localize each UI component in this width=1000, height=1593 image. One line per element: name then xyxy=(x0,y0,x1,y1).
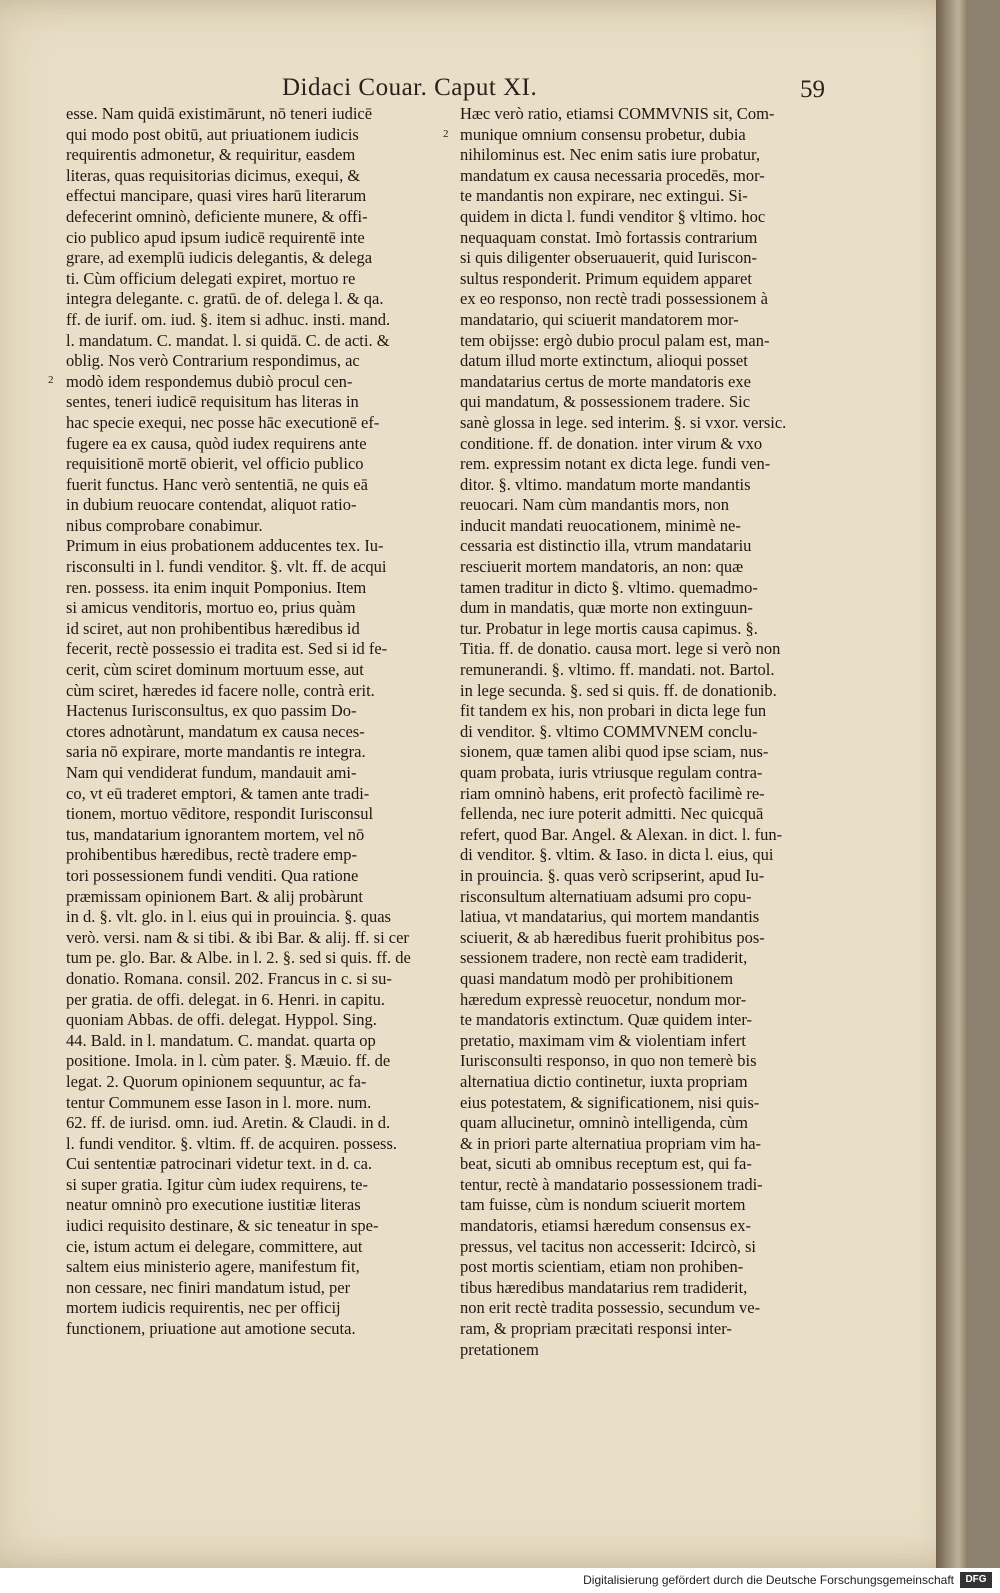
text-line: requirentis admonetur, & requiritur, easdem xyxy=(66,145,356,165)
text-line: defecerint omninò, deficiente munere, & offi- xyxy=(66,206,368,226)
text-line: tem obijsse: ergò dubio procul palam est, man- xyxy=(460,330,770,350)
text-line: saria nō expirare, morte mandantis re integra. xyxy=(66,742,366,762)
text-line: Titia. ff. de donatio. causa mort. lege si verò non xyxy=(460,639,781,659)
text-line: grare, ad exemplū iudicis delegantis, & delega xyxy=(66,248,373,268)
text-line: quasi mandatum modò per prohibitionem xyxy=(460,968,734,988)
text-line: co, vt eū traderet emptori, & tamen ante tradi- xyxy=(66,783,370,803)
text-line: oblig. Nos verò Contrarium respondimus, ac xyxy=(66,351,360,371)
text-line: positione. Imola. in l. cùm pater. §. Mæuio. ff. de xyxy=(66,1051,391,1071)
text-line: neatur omninò pro executione iustitiæ literas xyxy=(66,1195,361,1215)
text-line: tentur, rectè à mandatario possessionem tradi- xyxy=(460,1174,763,1194)
text-line: resciuerit mortem mandatoris, an non: quæ xyxy=(460,557,744,577)
text-line: quam probata, iuris vtriusque regulam contra- xyxy=(460,763,763,782)
text-line: latiua, vt mandatarius, qui mortem mandantis xyxy=(460,907,760,927)
text-line: qui mandatum, & possessionem tradere. Sic xyxy=(460,392,751,412)
text-line: quam allucinetur, omninò intelligenda, cùm xyxy=(460,1113,749,1133)
text-line: fuerit functus. Hanc verò sententiā, ne quis eā xyxy=(66,474,368,494)
text-line: cie, istum actum ei delegare, committere, aut xyxy=(66,1236,363,1256)
text-line: fecerit, rectè possessio ei tradita est. Sed si id fe- xyxy=(66,639,388,659)
right-column xyxy=(460,104,826,1360)
text-line: ram, & propriam præcitati responsi inter- xyxy=(460,1319,732,1339)
text-line: sentes, teneri iudicē requisitum has literas in xyxy=(66,392,359,412)
margin-note-left: 2 xyxy=(48,374,54,386)
text-line: di venditor. §. vltim. & Iaso. in dicta l. eius, qui xyxy=(460,845,774,865)
text-line: donatio. Romana. consil. 202. Francus in c. si su- xyxy=(66,968,392,988)
margin-note-right: 2 xyxy=(443,128,449,140)
text-line: remunerandi. §. vltimo. ff. mandati. not. Bartol. xyxy=(460,660,775,680)
text-line: in lege secunda. §. sed si quis. ff. de donationib. xyxy=(460,680,777,700)
text-line: sciuerit, & ab hæredibus fuerit prohibitus pos- xyxy=(460,927,765,947)
text-line: l. fundi venditor. §. vltim. ff. de acquiren. possess. xyxy=(66,1133,398,1153)
text-line: Hæc verò ratio, etiamsi COMMVNIS sit, Com- xyxy=(460,104,775,123)
text-line: non erit rectè tradita possessio, secundum ve- xyxy=(460,1298,761,1318)
text-line: legat. 2. Quorum opinionem sequuntur, ac fa- xyxy=(66,1071,367,1091)
text-line: tori possessionem fundi venditi. Qua ratione xyxy=(66,865,359,885)
footer-credit: Digitalisierung gefördert durch die Deutsche Forschungsgemeinschaft xyxy=(583,1573,954,1587)
dfg-logo: DFG xyxy=(960,1572,992,1588)
text-line: di venditor. §. vltimo COMMVNEM conclu- xyxy=(460,721,758,741)
text-line: id sciret, aut non prohibentibus hæredibus id xyxy=(66,618,360,638)
text-line: nihilominus est. Nec enim satis iure probatur, xyxy=(460,145,760,165)
text-line: nibus comprobare conabimur. xyxy=(66,515,263,535)
text-line: ti. Cùm officium delegati expiret, mortuo re xyxy=(66,268,356,288)
text-line: mortem iudicis requirentis, nec per officij xyxy=(66,1298,341,1318)
text-line: tamen traditur in dicto §. vltimo. quemadmo- xyxy=(460,577,758,597)
text-line: hæredum expressè reuocetur, nondum mor- xyxy=(460,989,747,1009)
text-line: si quis diligenter obseruauerit, quid Iuriscon- xyxy=(460,248,757,268)
running-title: Didaci Couar. Caput XI. xyxy=(282,74,538,101)
text-line: fit tandem ex his, non probari in dicta lege fun xyxy=(460,701,767,721)
text-line: mandatario, qui sciuerit mandatorem mor- xyxy=(460,309,739,329)
text-line: in d. §. vlt. glo. in l. eius qui in prouincia. §. quas xyxy=(66,907,391,927)
text-line: ditor. §. vltimo. mandatum morte mandantis xyxy=(460,474,751,494)
text-line: tentur Communem esse Iason in l. more. num. xyxy=(66,1092,372,1112)
text-line: conditione. ff. de donation. inter virum & vxo xyxy=(460,433,763,453)
text-line: munique omnium consensu probetur, dubia xyxy=(460,124,746,144)
page-number: 59 xyxy=(800,76,825,103)
text-line: mandatum ex causa necessaria procedēs, mor- xyxy=(460,165,765,185)
text-line: effectui mancipare, quasi vires harū literarum xyxy=(66,186,367,206)
text-line: ff. de iurif. om. iud. §. item si adhuc. insti. mand. xyxy=(66,309,391,329)
text-line: fellenda, nec iure poterit admitti. Nec quicquā xyxy=(460,804,764,824)
text-line: Nam qui vendiderat fundum, mandauit ami- xyxy=(66,763,357,782)
text-line: 62. ff. de iurisd. omn. iud. Aretin. & Claudi. in d. xyxy=(66,1113,391,1133)
text-line: tibus hæredibus mandatarius rem tradiderit, xyxy=(460,1277,748,1297)
text-line: alternatiua dictio continetur, iuxta propriam xyxy=(460,1071,748,1091)
text-line: & in priori parte alternatiua propriam vim ha- xyxy=(460,1133,762,1153)
text-line: pressus, vel tacitus non accesserit: Idcircò, si xyxy=(460,1236,756,1256)
text-line: pretationem xyxy=(460,1339,539,1359)
text-line: beat, sicuti ab omnibus receptum est, qui fa- xyxy=(460,1154,752,1174)
text-line: requisitionē mortē obierit, vel officio publico xyxy=(66,454,364,474)
text-line: hac specie exequi, nec posse hāc executionē ef- xyxy=(66,412,380,432)
text-line: fugere ea ex causa, quòd iudex requirens ante xyxy=(66,433,367,453)
text-line: non cessare, nec finiri mandatum istud, per xyxy=(66,1277,351,1297)
text-line: eius potestatem, & significationem, nisi quis- xyxy=(460,1092,760,1112)
left-column xyxy=(66,104,434,1340)
text-line: integra delegante. c. gratū. de of. delega l. & qa. xyxy=(66,289,384,309)
footer-bar xyxy=(0,1568,1000,1593)
text-line: Hactenus Iurisconsultus, ex quo passim Do- xyxy=(66,701,357,721)
text-line: rem. expressim notant ex dicta lege. fundi ven- xyxy=(460,454,771,474)
text-line: risconsultum alternatiuam adsumi pro copu- xyxy=(460,886,752,906)
text-line: 44. Bald. in l. mandatum. C. mandat. quarta op xyxy=(66,1030,376,1050)
text-line: modò idem respondemus dubiò procul cen- xyxy=(66,371,353,391)
text-line: in prouincia. §. quas verò scripserint, apud Iu- xyxy=(460,865,765,885)
text-line: functionem, priuatione aut amotione secuta. xyxy=(66,1319,356,1339)
text-line: ren. possess. ita enim inquit Pomponius. Item xyxy=(66,577,367,597)
text-line: ex eo responso, non rectè tradi possessionem à xyxy=(460,289,768,309)
text-line: iudici requisito destinare, & sic teneatur in spe- xyxy=(66,1216,379,1236)
text-line: l. mandatum. C. mandat. l. si quidā. C. de acti. & xyxy=(66,330,390,350)
text-line: verò. versi. nam & si tibi. & ibi Bar. & alij. ff. si cer xyxy=(66,927,409,947)
text-line: post mortis scientiam, etiam non prohiben- xyxy=(460,1257,744,1277)
text-line: nequaquam constat. Imò fortassis contrarium xyxy=(460,227,758,247)
text-line: risconsulti in l. fundi venditor. §. vlt. ff. de acqui xyxy=(66,557,387,577)
text-line: Primum in eius probationem adducentes tex. Iu- xyxy=(66,536,384,556)
text-line: præmissam opinionem Bart. & alij probàrunt xyxy=(66,886,363,906)
text-line: quidem in dicta l. fundi venditor § vltimo. hoc xyxy=(460,206,766,226)
text-line: cio publico apud ipsum iudicē requirentē inte xyxy=(66,227,365,247)
text-line: si super gratia. Igitur cùm iudex requirens, te- xyxy=(66,1174,368,1194)
text-line: literas, quas requisitorias dicimus, exequi, & xyxy=(66,165,361,185)
text-line: quoniam Abbas. de offi. delegat. Hyppol. Sing. xyxy=(66,1010,377,1030)
text-line: riam omninò habens, erit profectò facilimè re- xyxy=(460,783,765,803)
text-line: qui modo post obitū, aut priuationem iudicis xyxy=(66,124,359,144)
text-line: esse. Nam quidā existimārunt, nō teneri iudicē xyxy=(66,104,373,123)
text-line: in dubium reuocare contendat, aliquot ratio- xyxy=(66,495,357,515)
text-line: sanè glossa in lege. sed interim. §. si vxor. versic. xyxy=(460,412,787,432)
text-line: mandatoris, etiamsi hæredum consensus ex- xyxy=(460,1216,751,1236)
text-line: ctores adnotàrunt, mandatum ex causa neces- xyxy=(66,721,365,741)
text-line: sessionem tradere, non rectè eam tradiderit, xyxy=(460,948,748,968)
text-line: datum illud morte extinctum, alioqui posset xyxy=(460,351,748,371)
text-line: saltem eius ministerio agere, manifestum fit, xyxy=(66,1257,360,1277)
text-line: tum pe. glo. Bar. & Albe. in l. 2. §. sed si quis. ff. de xyxy=(66,948,411,968)
text-line: mandatarius certus de morte mandatoris exe xyxy=(460,371,751,391)
text-line: refert, quod Bar. Angel. & Alexan. in dict. l. fun- xyxy=(460,824,783,844)
page-edge xyxy=(936,0,968,1568)
text-line: cerit, cùm sciret dominum mortuum esse, aut xyxy=(66,660,364,680)
text-line: sultus responderit. Primum equidem apparet xyxy=(460,268,752,288)
text-line: Cui sententiæ patrocinari videtur text. in d. ca. xyxy=(66,1154,373,1174)
page-header xyxy=(0,74,968,106)
text-line: dum in mandatis, quæ morte non extinguun- xyxy=(460,598,753,618)
text-line: tur. Probatur in lege mortis causa capimus. §. xyxy=(460,618,758,638)
text-line: reuocari. Nam cùm mandantis mors, non xyxy=(460,495,729,515)
text-line: per gratia. de offi. delegat. in 6. Henri. in capitu. xyxy=(66,989,386,1009)
text-line: te mandatoris extinctum. Quæ quidem inter- xyxy=(460,1010,753,1030)
text-line: Iurisconsulti responso, in quo non temerè bis xyxy=(460,1051,757,1071)
text-line: prohibentibus hæredibus, rectè tradere emp- xyxy=(66,845,357,865)
text-line: tus, mandatarium ignorantem mortem, vel nō xyxy=(66,824,365,844)
text-line: cessaria est distinctio illa, vtrum mandatariu xyxy=(460,536,752,556)
text-line: cùm sciret, hæredes id facere nolle, contrà erit. xyxy=(66,680,375,700)
text-line: si amicus venditoris, mortuo eo, prius quàm xyxy=(66,598,356,618)
text-line: pretatio, maximam vim & violentiam infert xyxy=(460,1030,746,1050)
text-line: sionem, quæ tamen alibi quod ipse sciam, nus- xyxy=(460,742,769,762)
text-line: te mandantis non expirare, nec extingui. Si- xyxy=(460,186,748,206)
text-line: tionem, mortuo vēditore, respondit Iurisconsul xyxy=(66,804,374,824)
text-line: tam fuisse, cùm is nondum sciuerit mortem xyxy=(460,1195,746,1215)
text-line: inducit mandati reuocationem, minimè ne- xyxy=(460,515,741,535)
